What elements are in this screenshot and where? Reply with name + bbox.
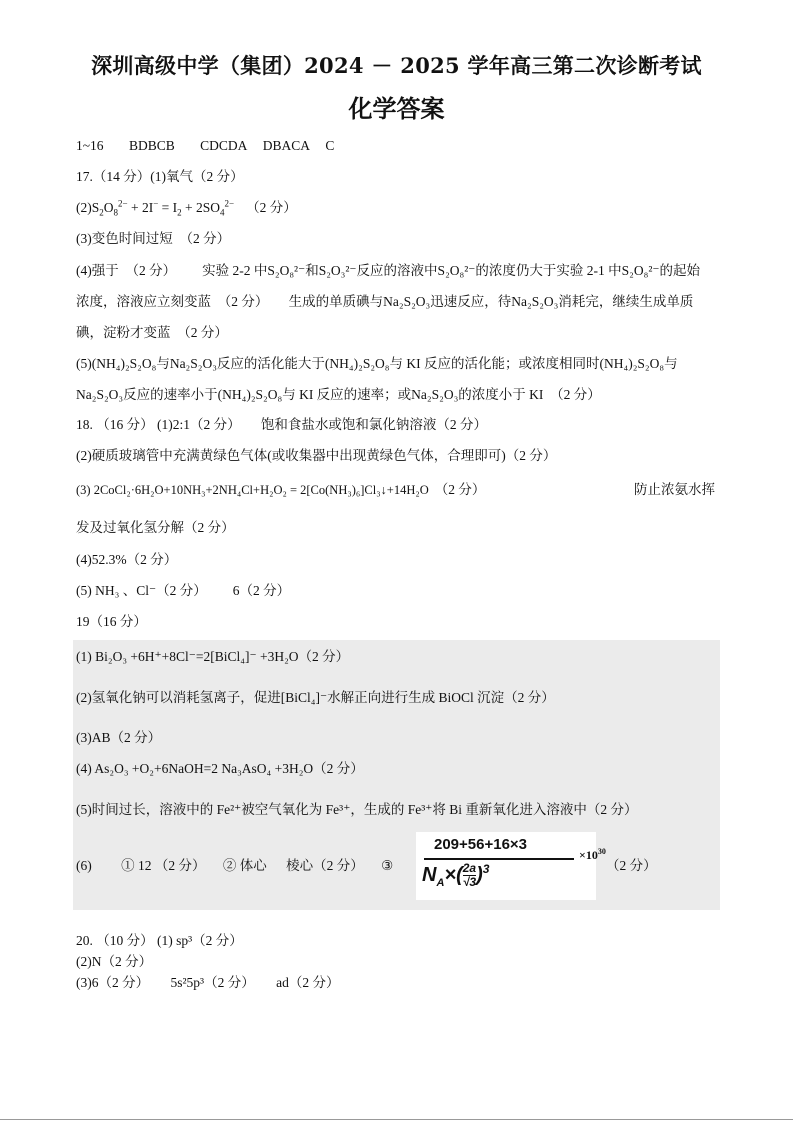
formula-numerator: 209+56+16×3 [434, 836, 528, 853]
q19-p6-answer2b: 棱心（2 分） [286, 858, 364, 873]
q17-p2-score: （2 分） [246, 200, 297, 215]
q17-heading: 17.（14 分）(1)氧气（2 分） [76, 169, 244, 184]
mc-group-2: CDCDA [200, 138, 248, 153]
q17-p4-explain: 实验 2-2 中S₂O₈²⁻和S₂O₃²⁻反应的溶液中S₂O₈²⁻的浓度仍大于实验 2-1 中S₂O₈²⁻的起始 [202, 263, 700, 278]
mc-group-1: BDBCB [128, 138, 175, 153]
q20-part2: (2)N（2 分） [76, 954, 153, 969]
q20-part3 [76, 974, 339, 992]
q17-part5-line1: (5)(NH₄)₂S₂O₈与Na₂S₂O₃反应的活化能大于(NH₄)₂S₂O₈与 KI 反应的活化能；或浓度相同时(NH₄)₂S₂O₈与 [76, 356, 678, 371]
q18-part3-line2: 发及过氧化氢分解（2 分） [76, 520, 235, 535]
q19-part2: (2)氢氧化钠可以消耗氢离子，促进[BiCl₄]⁻水解正向进行生成 BiOCl 沉淀（2 分） [76, 690, 555, 705]
mc-group-3: DBACA [262, 138, 310, 153]
q17-p4-lead: (4)强于 （2 分） [76, 263, 177, 278]
page-subtitle: 化学答案 [348, 94, 445, 123]
q18-part4: (4)52.3%（2 分） [76, 552, 178, 567]
q18-p3-equation: (3) 2CoCl₂·6H₂O+10NH₃+2NH₄Cl+H₂O₂ = 2[Co(NH₃)₆]Cl₃↓+14H₂O [76, 483, 429, 497]
formula-exponent: $\times 10^{30}$ [579, 847, 606, 862]
density-formula [416, 832, 606, 900]
q18-p3-tail: 防止浓氨水挥 [634, 482, 715, 497]
q18-p5-first: (5) NH₃ 、Cl⁻（2 分） [76, 583, 207, 598]
q18-heading: 18. （16 分） (1)2:1（2 分） 饱和食盐水或饱和氯化钠溶液（2 分） [76, 417, 487, 432]
q17-part3: (3)变色时间过短 （2 分） [76, 231, 231, 246]
page-title: 深圳高级中学（集团）2024 － 2025 学年高三第二次诊断考试 [91, 53, 702, 78]
q19-part5: (5)时间过长，溶液中的 Fe²⁺被空气氧化为 Fe³⁺，生成的 Fe³⁺将 Bi 重新氧化进入溶液中（2 分） [76, 802, 638, 817]
mc-answers [76, 137, 334, 155]
q17-part5-line2: Na₂S₂O₃反应的速率小于(NH₄)₂S₂O₈与 KI 反应的速率；或Na₂S₂O₃的浓度小于 KI （2 分） [76, 387, 601, 402]
q19-part4: (4) As₂O₃ +O₂+6NaOH=2 Na₃AsO₄ +3H₂O（2 分） [76, 761, 364, 776]
q19-p6-answer3-mark: ③ [381, 858, 394, 873]
q19-part1: (1) Bi₂O₃ +6H⁺+8Cl⁻=2[BiCl₄]⁻ +3H₂O（2 分） [76, 649, 350, 664]
q18-p5-second: 6（2 分） [232, 583, 291, 598]
q17-part4-line3: 碘，淀粉才变蓝 （2 分） [76, 325, 228, 340]
q17-p2-prefix: (2)S [76, 200, 100, 215]
q18-part2: (2)硬质玻璃管中充满黄绿色气体(或收集器中出现黄绿色气体，合理即可)（2 分） [76, 448, 557, 463]
q19-p6-label: (6) [76, 858, 92, 873]
q20-p3-answer1: (3)6（2 分） [76, 975, 150, 990]
q20-heading: 20. （10 分） (1) sp³（2 分） [76, 933, 243, 948]
formula-denominator: $N_A\times$( $\frac{2a}{√3}$ )$^3$ [422, 861, 490, 889]
q20-p3-answer3: ad（2 分） [276, 975, 340, 990]
q19-p6-answer2a: ② 体心 [222, 858, 267, 873]
q20-p3-answer2: 5s²5p³（2 分） [170, 975, 255, 990]
q19-part6 [76, 857, 393, 875]
page-bottom-rule [0, 1119, 793, 1120]
mc-range: 1~16 [76, 138, 104, 153]
q19-part3: (3)AB（2 分） [76, 730, 162, 745]
q18-part5 [76, 582, 290, 600]
q19-heading: 19（16 分） [76, 614, 147, 629]
mc-group-4: C [325, 138, 335, 153]
formula-fraction-bar [424, 858, 574, 860]
q19-p6-score: （2 分） [606, 858, 657, 873]
q17-part4-line1 [76, 262, 700, 280]
q17-part4-line2: 浓度，溶液应立刻变蓝 （2 分） 生成的单质碘与Na₂S₂O₃迅速反应，待Na₂S₂O₃消耗完，继续生成单质 [76, 294, 694, 309]
q18-p3-score: （2 分） [434, 482, 486, 497]
q18-part3 [76, 481, 485, 499]
q17-part2: $(2)S_2O_8^{2-} + 2I^- = I_2 + 2SO_4^{2-}$ （2 分） [76, 198, 297, 218]
q19-p6-answer1: ① 12 （2 分） [121, 858, 206, 873]
